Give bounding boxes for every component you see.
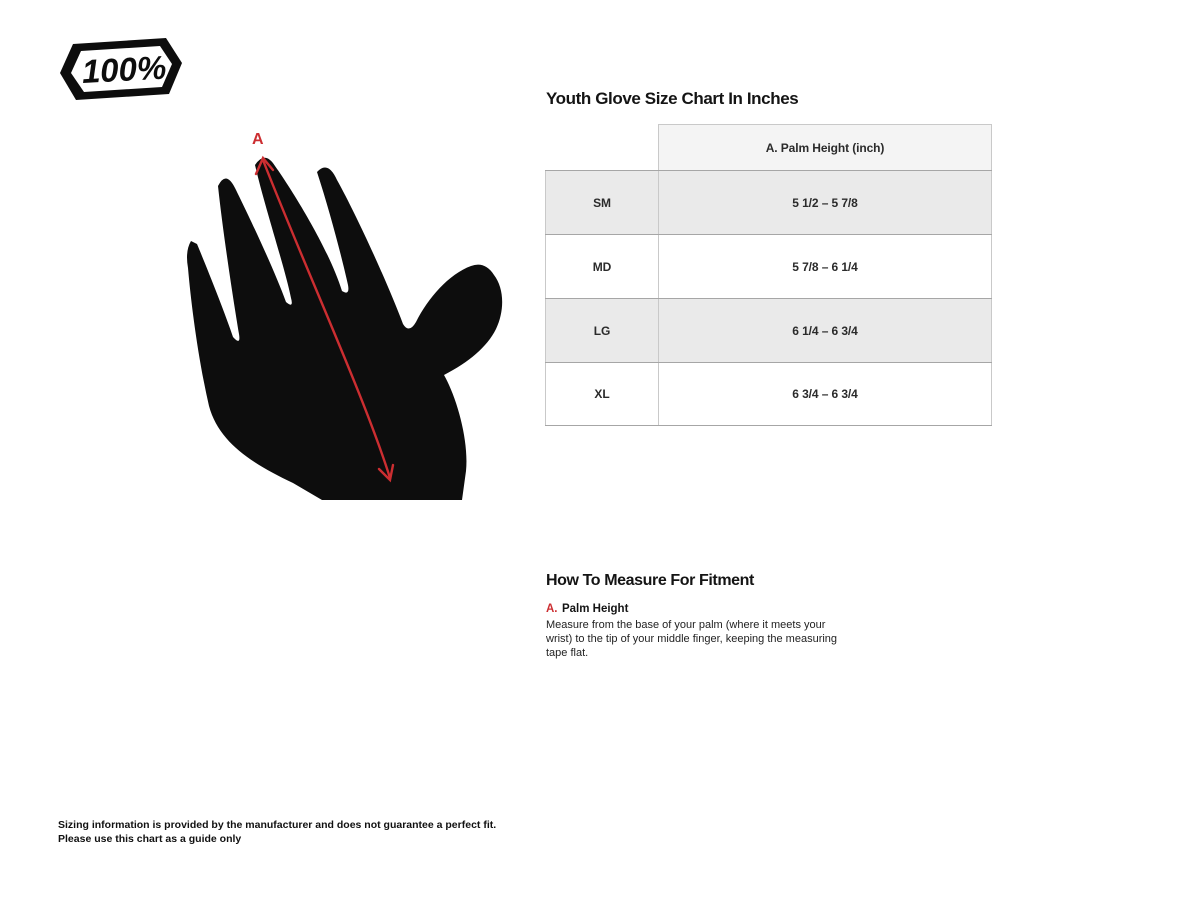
size-cell-label: SM bbox=[545, 171, 658, 234]
table-row-sm bbox=[545, 170, 992, 234]
table-row-lg bbox=[545, 298, 992, 362]
size-cell-range: 5 7/8 – 6 1/4 bbox=[658, 235, 992, 298]
measure-item-description: Measure from the base of your palm (where it meets your wrist) to the tip of your middle finger, keeping the measuring tape flat. bbox=[546, 619, 838, 659]
footer-disclaimer-line1: Sizing information is provided by the manufacturer and does not guarantee a perfect fit. bbox=[58, 819, 497, 831]
size-cell-range: 6 3/4 – 6 3/4 bbox=[658, 363, 992, 425]
footer-disclaimer-line2: Please use this chart as a guide only bbox=[58, 833, 242, 845]
glove-silhouette bbox=[185, 138, 505, 504]
size-cell-label: LG bbox=[545, 299, 658, 362]
size-chart-table bbox=[545, 124, 992, 426]
measure-item-name: Palm Height bbox=[561, 603, 629, 615]
measure-item-palm-height bbox=[546, 599, 856, 660]
brand-logo-100percent bbox=[58, 36, 184, 102]
measurement-label-a: A bbox=[252, 131, 264, 148]
measure-item-heading bbox=[546, 599, 856, 617]
measure-item-key: A. bbox=[546, 603, 558, 615]
table-header-row bbox=[545, 124, 992, 170]
how-to-measure-title: How To Measure For Fitment bbox=[546, 572, 754, 589]
logo-text: 100% bbox=[80, 48, 168, 91]
size-cell-label: XL bbox=[545, 363, 658, 425]
size-cell-label: MD bbox=[545, 235, 658, 298]
glove-diagram bbox=[185, 138, 505, 504]
how-to-measure-section bbox=[546, 572, 856, 660]
table-row-xl bbox=[545, 362, 992, 426]
table-row-md bbox=[545, 234, 992, 298]
size-cell-range: 6 1/4 – 6 3/4 bbox=[658, 299, 992, 362]
palm-height-column-header: A. Palm Height (inch) bbox=[658, 124, 992, 170]
size-cell-range: 5 1/2 – 5 7/8 bbox=[658, 171, 992, 234]
header-blank-cell bbox=[545, 124, 658, 170]
footer-disclaimer bbox=[58, 818, 496, 846]
size-chart-title: Youth Glove Size Chart In Inches bbox=[546, 89, 799, 108]
logo-badge-icon bbox=[58, 36, 184, 102]
